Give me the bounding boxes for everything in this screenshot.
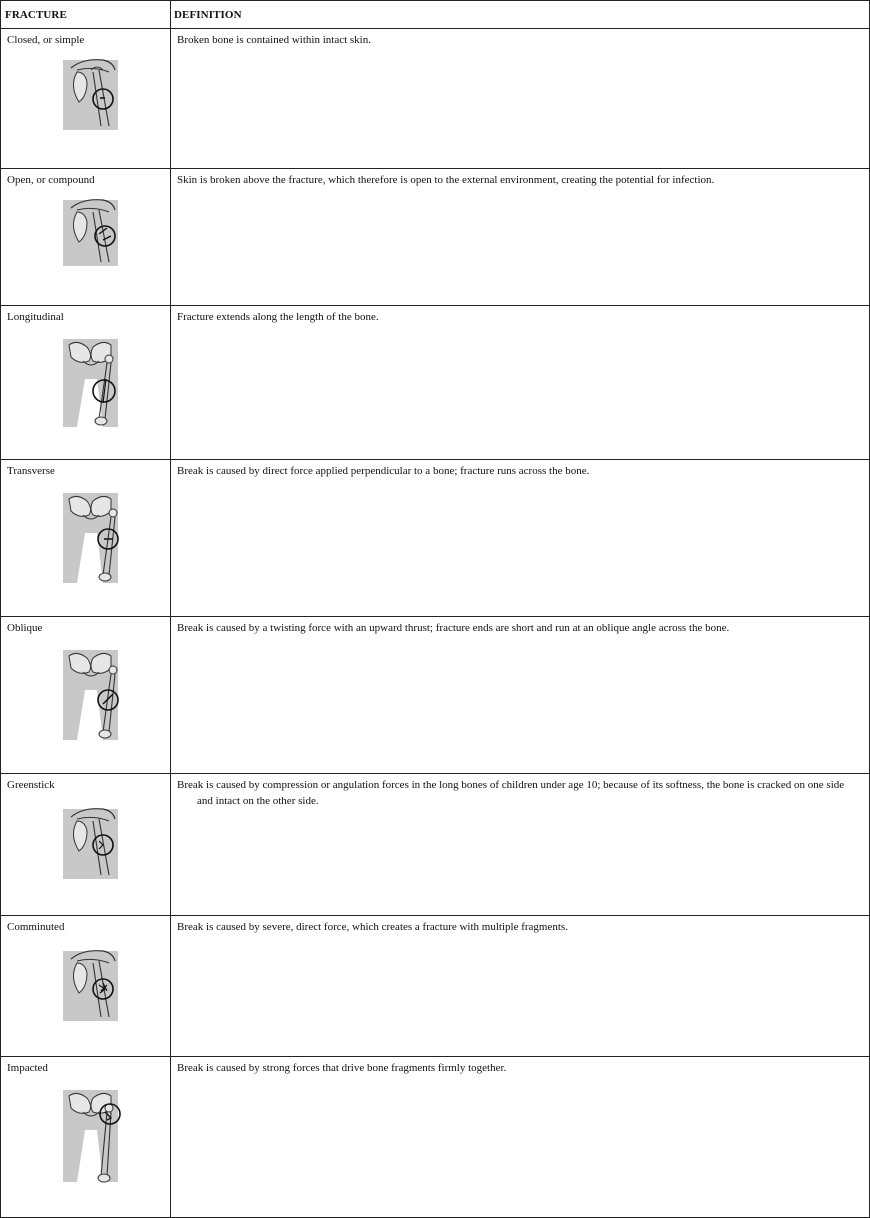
fracture-name-cell bbox=[1, 1057, 171, 1218]
definition-cell bbox=[171, 29, 870, 169]
definition-cell bbox=[171, 916, 870, 1057]
shoulder-arm-icon bbox=[63, 805, 170, 879]
fracture-definition: Break is caused by direct force applied perpendicular to a bone; fracture runs across the bone. bbox=[177, 465, 590, 477]
fracture-definition: Skin is broken above the fracture, which therefore is open to the external environment, creating the potential for infection. bbox=[177, 174, 715, 186]
fracture-name: Oblique bbox=[7, 622, 43, 634]
fracture-name-cell bbox=[1, 306, 171, 460]
fracture-name: Greenstick bbox=[7, 779, 55, 791]
fracture-name: Closed, or simple bbox=[7, 34, 85, 46]
fracture-definition: Broken bone is contained within intact skin. bbox=[177, 34, 371, 46]
fracture-name-cell bbox=[1, 774, 171, 916]
table-row bbox=[1, 1057, 870, 1218]
fracture-name: Impacted bbox=[7, 1062, 48, 1074]
pelvis-femur-icon bbox=[63, 493, 170, 585]
fracture-name: Transverse bbox=[7, 465, 55, 477]
fracture-name-cell bbox=[1, 169, 171, 306]
fracture-definition: Break is caused by strong forces that drive bone fragments firmly together. bbox=[177, 1062, 507, 1074]
fracture-name: Longitudinal bbox=[7, 311, 64, 323]
header-definition: DEFINITION bbox=[171, 1, 870, 29]
header-row bbox=[1, 1, 870, 29]
table-row bbox=[1, 774, 870, 916]
shoulder-arm-icon bbox=[63, 196, 170, 270]
definition-cell bbox=[171, 1057, 870, 1218]
pelvis-femur-icon bbox=[63, 1090, 170, 1184]
pelvis-femur-icon bbox=[63, 339, 170, 427]
header-fracture: FRACTURE bbox=[1, 1, 171, 29]
fracture-name-cell bbox=[1, 916, 171, 1057]
definition-cell bbox=[171, 306, 870, 460]
fracture-name-cell bbox=[1, 460, 171, 617]
fracture-name: Open, or compound bbox=[7, 174, 95, 186]
definition-cell bbox=[171, 774, 870, 916]
fracture-definition: Break is caused by compression or angulation forces in the long bones of children under age 10; because of its softness, the bone is cracked on one side and intact on the other side. bbox=[177, 779, 845, 807]
fracture-name-cell bbox=[1, 617, 171, 774]
table-row bbox=[1, 617, 870, 774]
shoulder-arm-icon bbox=[63, 56, 170, 130]
definition-cell bbox=[171, 617, 870, 774]
table-row bbox=[1, 306, 870, 460]
definition-cell bbox=[171, 169, 870, 306]
fracture-name: Comminuted bbox=[7, 921, 65, 933]
fracture-definition: Fracture extends along the length of the bone. bbox=[177, 311, 379, 323]
definition-cell bbox=[171, 460, 870, 617]
fracture-definition: Break is caused by a twisting force with an upward thrust; fracture ends are short and run at an oblique angle across the bone. bbox=[177, 622, 730, 634]
fracture-definition: Break is caused by severe, direct force, which creates a fracture with multiple fragments. bbox=[177, 921, 568, 933]
pelvis-femur-icon bbox=[63, 650, 170, 742]
table-row bbox=[1, 29, 870, 169]
table-row bbox=[1, 460, 870, 617]
table-row bbox=[1, 169, 870, 306]
table-row bbox=[1, 916, 870, 1057]
shoulder-arm-icon bbox=[63, 947, 170, 1021]
fracture-name-cell bbox=[1, 29, 171, 169]
